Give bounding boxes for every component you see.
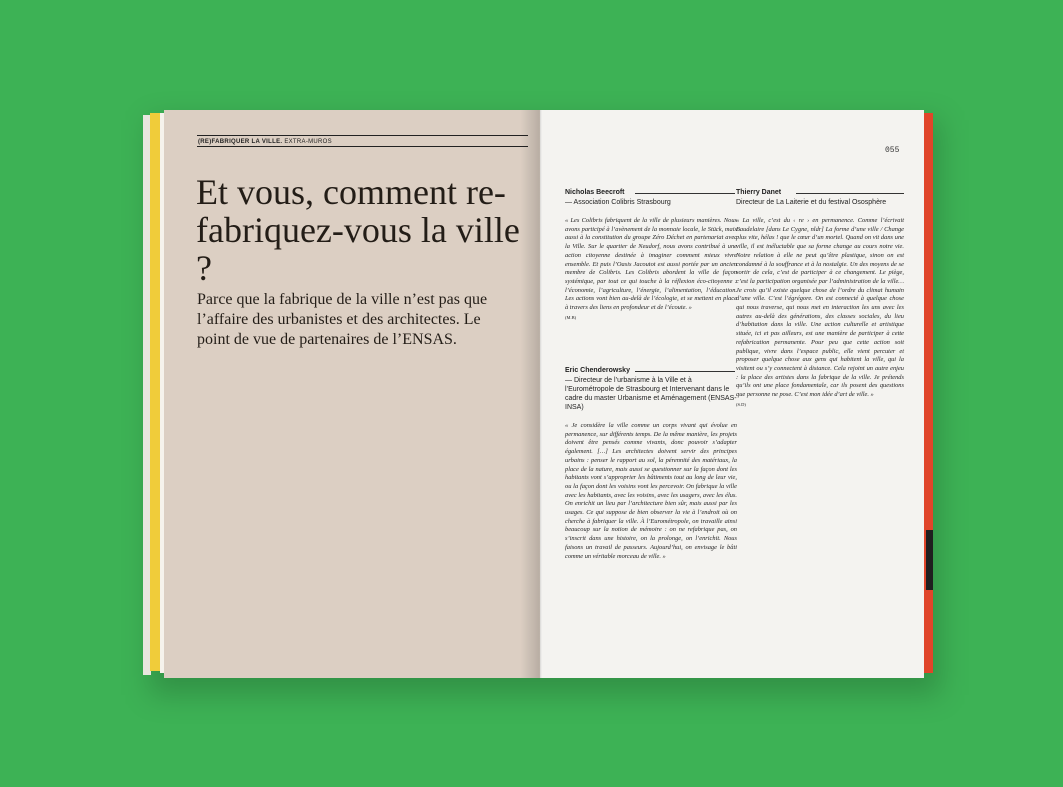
name-rule <box>796 193 904 194</box>
contributor-name: Thierry Danet <box>736 189 782 196</box>
contributor-quote: « Les Colibris fabriquent de la ville de plusieurs manières. Nous avons participé à l’avènement de la monnaie locale, le Stück, mais aussi à la constitution du groupe Zéro Déchet en partenariat avec la Ville. Sur le quartier de Neudorf, nous avons contribué à une action citoyenne destinée à imaginer comment mieux vivre ensemble. Et puis l’Oasis Jacoutot est aussi portée par un ancien membre de Colibris. Les Colibris abordent la ville de façon systémique, par tout ce qui touche à la réflexion éco-citoyenne : l’économie, l’agriculture, l’énergie, l’alimentation, l’éducation. Les actions vont bien au-delà de l’écologie, et se mettent en place à travers des liens en profondeur et de l’écoute. » <box>565 217 737 312</box>
name-rule <box>635 371 735 372</box>
contributor-block <box>565 188 737 320</box>
contributor-role: — Directeur de l’urbanisme à la Ville et à l’Eurométropole de Strasbourg et Intervenant dans le cadre du master Urbanisme et Aménagement (ENSAS-INSA) <box>565 377 737 411</box>
spine-shadow <box>520 110 560 678</box>
running-header <box>198 139 332 145</box>
contributor-block <box>736 188 904 407</box>
contributor-name: Eric Chenderowsky <box>565 367 630 374</box>
contributor-quote: « Je considère la ville comme un corps vivant qui évolue en permanence, sur différents temps. De la même manière, les projets doivent être pensés comme vivants, donc pouvoir s’adapter également. […] Les architectes doivent servir des principes urbains : penser le rapport au sol, la pérennité des matériaux, la place de la nature, mais aussi se questionner sur la façon dont les habitants vont s’approprier les bâtiments tout au long de leur vie, ou la façon dont les voisins vont les percevoir. On fabrique la ville avec les habitants, avec les voisins, avec les usagers, avec les élus. On enrichit un lieu par l’architecture bien sûr, mais aussi par les usages. Ce qui suppose de bien observer la vie à l’endroit où on cherche à fabriquer la ville. À l’Eurométropole, on travaille ainsi beaucoup sur la notion de mémoire : on ne refabrique pas, on s’inscrit dans une histoire, on la prolonge, on l’enrichit. Nous faisons un travail de passeurs. Aujourd’hui, on envisage le bâti comme un véritable morceau de ville. » <box>565 422 737 560</box>
article-lead: Parce que la fabrique de la ville n’est pas que l’affaire des urbanistes et des architectes. Le point de vue de partenaires de l’ENSAS. <box>197 291 488 348</box>
left-page <box>164 110 540 678</box>
name-rule <box>635 193 735 194</box>
contributor-block <box>565 366 737 561</box>
article-title: Et vous, comment re-fabriquez-vous la ville ? <box>196 172 520 288</box>
contributor-name: Nicholas Beecroft <box>565 189 625 196</box>
contributor-initials: (M.B) <box>565 314 577 320</box>
contributor-quote: « La ville, c’est du ‹ re › en permanence. Comme l’écrivait Baudelaire [dans Le Cygne, nldr] La forme d’une ville / Change plus vite, hélas ! que le cœur d’un mortel. Quand on vit dans une ville, il est inéluctable que sa forme change au cours notre vie. Notre relation à elle ne peut qu’être plastique, sinon on est condamné à la souffrance et à la nostalgie. Un des moyens de se sortir de cela, c’est de participer à ce changement. Le piège, c’est la participation organisée par l’administration de la ville… Je crois qu’il existe quelque chose de l’ordre du climat humain d’une ville. C’est l’égrégore. On est connecté à quelque chose qui nous traverse, qui nous met en interaction les uns avec les autres au-delà des générations, des classes sociales, du lieu d’habitation dans la ville. Une action culturelle et artistique située, ici et pas ailleurs, est une manière de participer à cette refabrication permanente. Pour peu que cette action soit publique, vivre dans l’espace public, elle vient percuter et proposer quelque chose aux gens qui habitent la ville, qui la visitent ou s’y connectent à distance. Cela rejoint un autre enjeu : la place des artistes dans la fabrique de la ville. Je prétends qu’ils ont une place fondamentale, car ils posent des questions que personne ne pose. C’est mon idée d’art de ville. » <box>736 217 904 399</box>
contributor-initials: (S.D) <box>736 401 746 407</box>
contributor-role: — Association Colibris Strasbourg <box>565 199 671 206</box>
header-rule-top <box>197 135 528 136</box>
header-rule-bottom <box>197 146 528 147</box>
right-page <box>540 110 924 678</box>
page-number: 055 <box>885 146 900 155</box>
contributor-role: Directeur de La Laiterie et du festival Ososphère <box>736 199 887 206</box>
header-section: EXTRA-MUROS <box>284 139 332 145</box>
black-page-edge <box>926 530 933 590</box>
header-section-bold: (RE)FABRIQUER LA VILLE. <box>198 139 283 145</box>
